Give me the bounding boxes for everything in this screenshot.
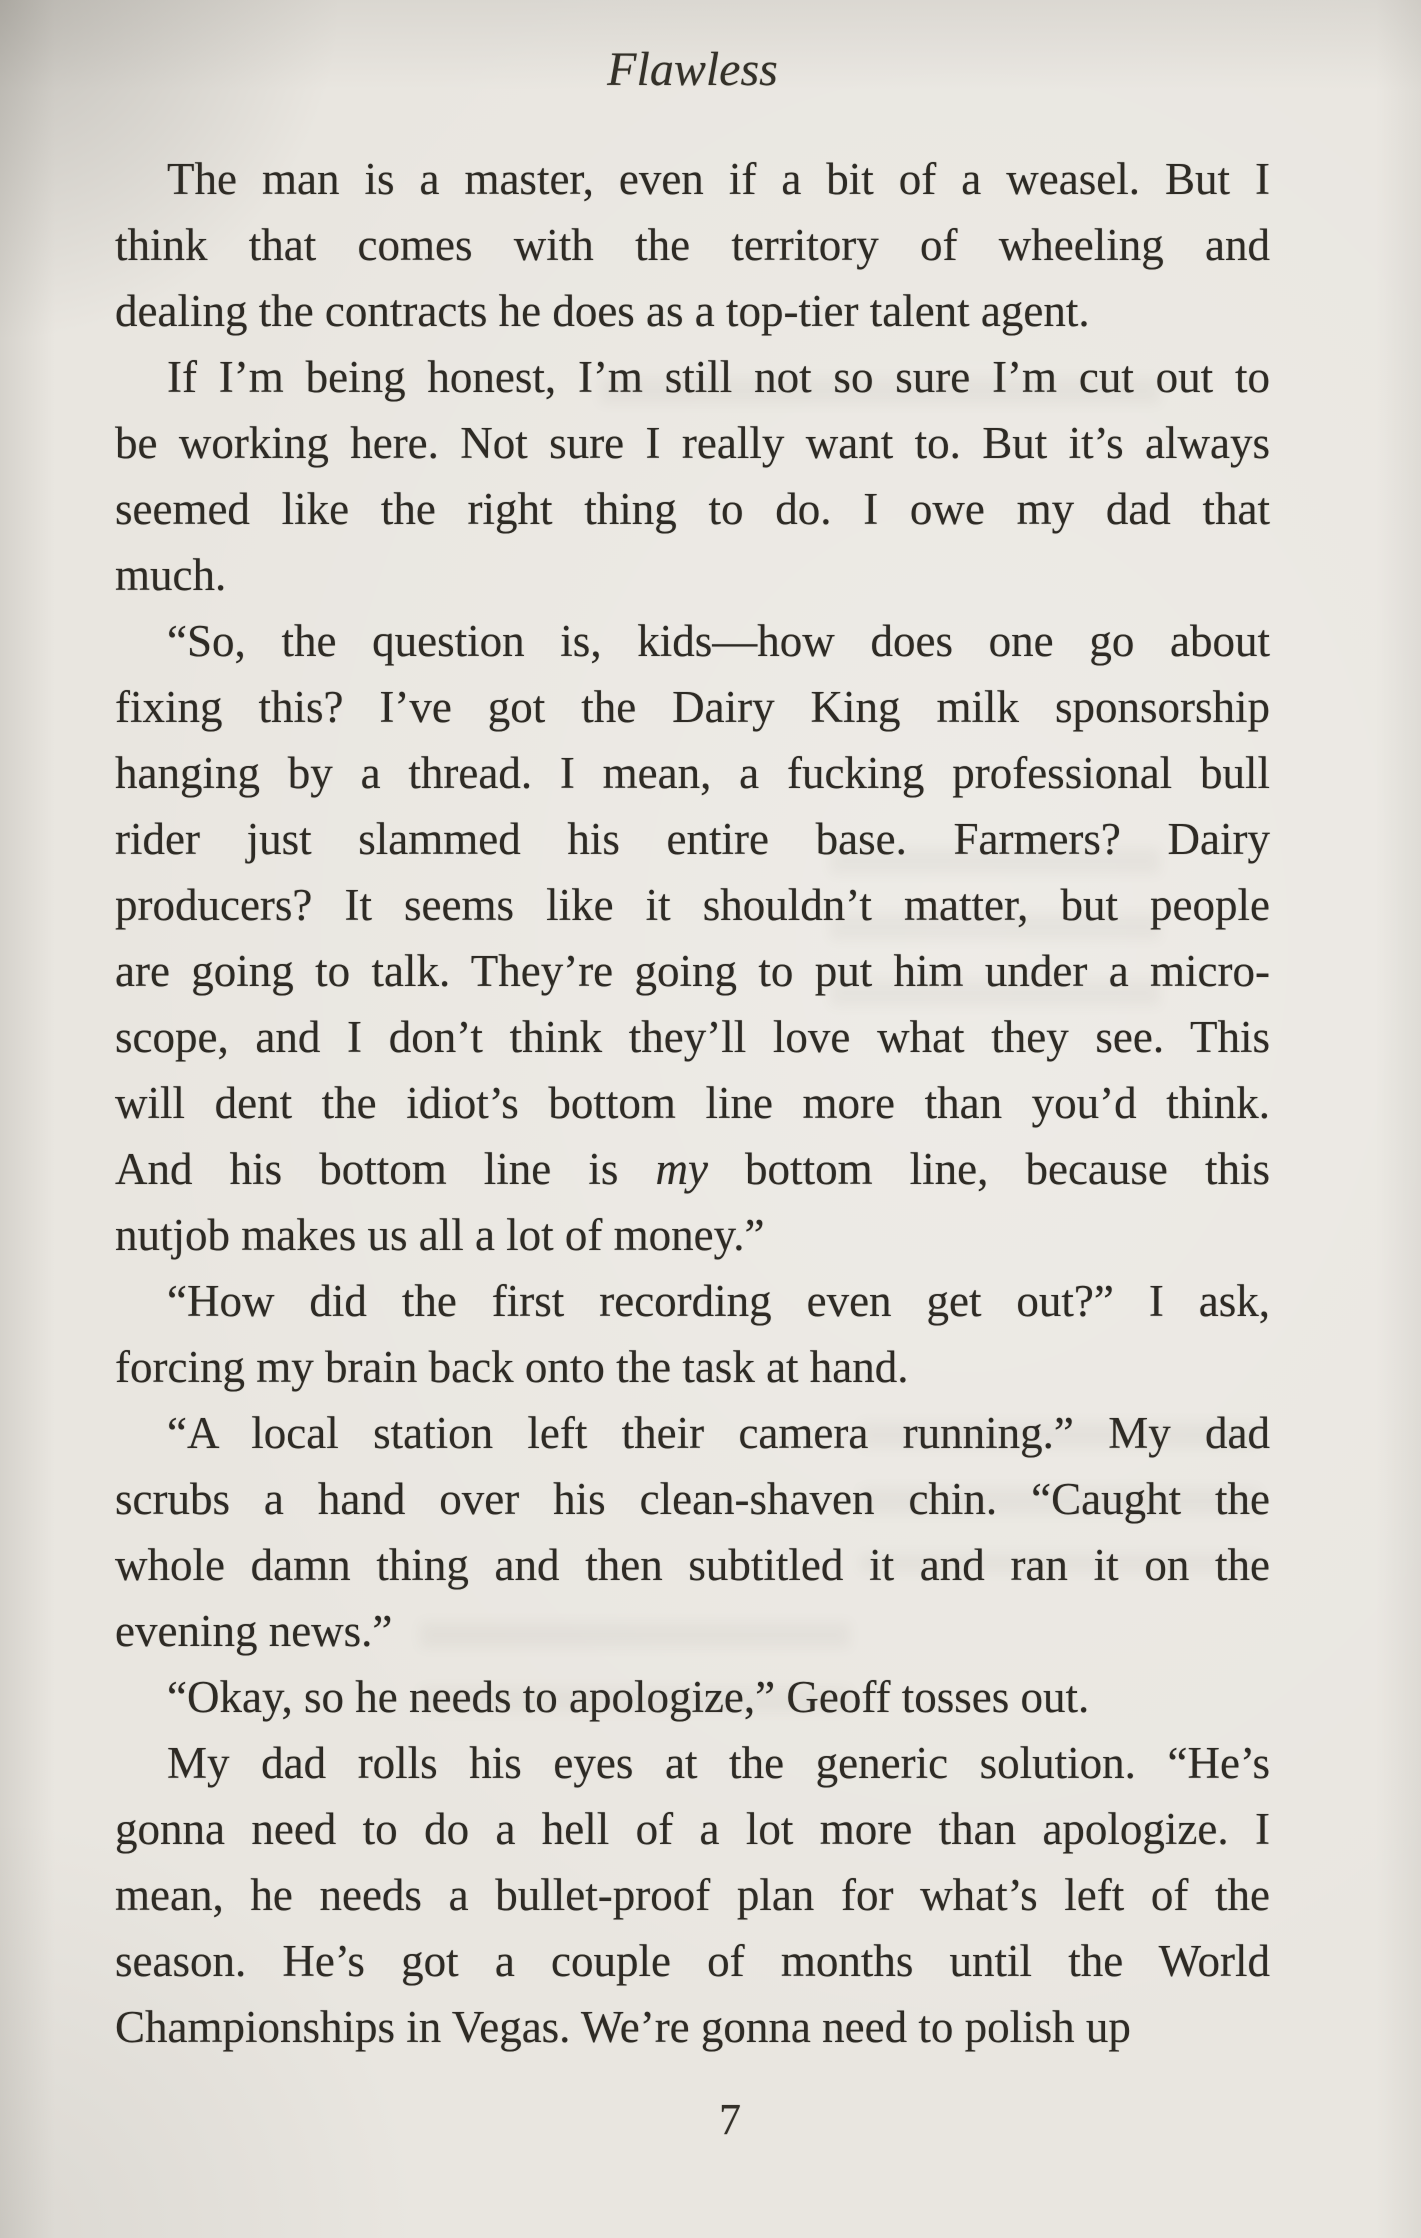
text-line: “Okay, so he needs to apologize,” Geoff tosses out. xyxy=(167,1672,1090,1722)
text-line: mean, he needs a bullet-proof plan for what’s left of the xyxy=(115,1870,1270,1920)
text-line: will dent the idiot’s bottom line more than you’d think. xyxy=(115,1078,1270,1128)
text-line: forcing my brain back onto the task at hand. xyxy=(115,1342,909,1392)
text-line: rider just slammed his entire base. Farmers? Dairy xyxy=(115,814,1270,864)
running-header: Flawless xyxy=(607,43,778,96)
text-line: Championships in Vegas. We’re gonna need to polish up xyxy=(115,2002,1131,2052)
text-line: hanging by a thread. I mean, a fucking professional bull xyxy=(115,748,1270,798)
text-line: “A local station left their camera running.” My dad xyxy=(167,1408,1270,1458)
text-line: season. He’s got a couple of months until the World xyxy=(115,1936,1270,1986)
text-line: whole damn thing and then subtitled it and ran it on the xyxy=(115,1540,1270,1590)
text-line: be working here. Not sure I really want to. But it’s always xyxy=(115,418,1270,468)
text-line: evening news.” xyxy=(115,1606,393,1656)
text-line: producers? It seems like it shouldn’t matter, but people xyxy=(115,880,1270,930)
text-line: dealing the contracts he does as a top-tier talent agent. xyxy=(115,286,1090,336)
text-line: are going to talk. They’re going to put him under a micro- xyxy=(115,946,1270,996)
text-line: “So, the question is, kids—how does one go about xyxy=(167,616,1270,666)
text-line: much. xyxy=(115,550,227,600)
text-line: think that comes with the territory of wheeling and xyxy=(115,220,1270,270)
page-body-text xyxy=(115,146,1270,2060)
text-line: My dad rolls his eyes at the generic solution. “He’s xyxy=(167,1738,1270,1788)
text-line: “How did the first recording even get out?” I ask, xyxy=(167,1276,1270,1326)
text-line: And his bottom line is my bottom line, because this xyxy=(115,1144,1270,1194)
page-number: 7 xyxy=(719,2095,741,2144)
text-line: scrubs a hand over his clean-shaven chin. “Caught the xyxy=(115,1474,1270,1524)
text-line: If I’m being honest, I’m still not so sure I’m cut out to xyxy=(167,352,1270,402)
text-line: fixing this? I’ve got the Dairy King milk sponsorship xyxy=(115,682,1270,732)
text-line: seemed like the right thing to do. I owe my dad that xyxy=(115,484,1270,534)
text-line: gonna need to do a hell of a lot more than apologize. I xyxy=(115,1804,1270,1854)
text-line: scope, and I don’t think they’ll love what they see. This xyxy=(115,1012,1270,1062)
text-line: The man is a master, even if a bit of a weasel. But I xyxy=(167,154,1270,204)
text-line: nutjob makes us all a lot of money.” xyxy=(115,1210,765,1260)
